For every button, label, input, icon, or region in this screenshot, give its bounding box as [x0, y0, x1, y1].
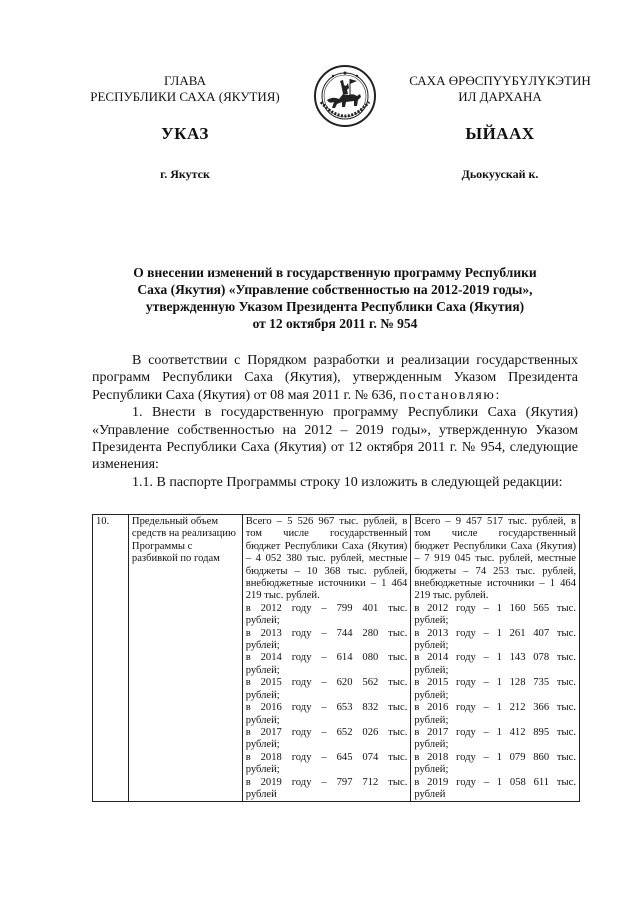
old-summary: Всего – 5 526 967 тыс. рублей, в том числе государственный бюджет Республики Саха (Якутия) – 4 052 380 тыс. рублей, местные бюджеты – 10 368 тыс. рублей, внебюджетные источники – 1 464 219 тыс. рублей. — [245, 516, 408, 602]
header-left-line1: ГЛАВА — [164, 73, 206, 88]
new-year-unit: рублей; — [414, 689, 449, 701]
old-year-unit: рублей; — [245, 640, 280, 652]
new-year-unit: рублей — [414, 788, 446, 800]
doc-type-right: ЫЙААХ — [465, 124, 535, 143]
new-year-unit: рублей; — [414, 739, 449, 751]
new-year-unit: рублей; — [414, 764, 449, 776]
new-text-cell — [411, 515, 580, 802]
row-label: Предельный объем средств на реализацию Программы с разбивкой по годам — [128, 515, 242, 802]
old-year-line: в 2018 году – 645 074 тыс. — [245, 751, 408, 763]
decree-title-line3: утвержденную Указом Президента Республики Саха (Якутия) — [145, 299, 525, 314]
old-year-line: в 2017 году – 652 026 тыс. — [245, 726, 408, 738]
new-year-line: в 2017 году – 1 412 895 тыс. — [414, 726, 576, 738]
old-year-line: в 2015 году – 620 562 тыс. — [245, 677, 408, 689]
city-right: Дьокуускай к. — [461, 167, 539, 181]
header-left-line2: РЕСПУБЛИКИ САХА (ЯКУТИЯ) — [90, 89, 280, 104]
new-year-unit: рублей; — [414, 664, 449, 676]
old-year-line: в 2012 году – 799 401 тыс. — [245, 602, 408, 614]
doc-type-left: УКАЗ — [161, 124, 209, 143]
header-right-line2: ИЛ ДАРХАНА — [458, 89, 542, 104]
old-year-line: в 2013 году – 744 280 тыс. — [245, 627, 408, 639]
old-year-line: в 2019 году – 797 712 тыс. — [245, 776, 408, 788]
decree-title-line1: О внесении изменений в государственную программу Республики — [133, 265, 537, 280]
city-left: г. Якутск — [160, 167, 210, 181]
new-year-unit: рублей; — [414, 640, 449, 652]
new-year-line: в 2014 году – 1 143 078 тыс. — [414, 652, 576, 664]
header-right — [385, 73, 615, 105]
new-year-line: в 2015 году – 1 128 735 тыс. — [414, 677, 576, 689]
new-year-line: в 2012 году – 1 160 565 тыс. — [414, 602, 576, 614]
new-year-line: в 2016 году – 1 212 366 тыс. — [414, 702, 576, 714]
old-year-line: в 2016 году – 653 832 тыс. — [245, 702, 408, 714]
old-year-unit: рублей; — [245, 739, 280, 751]
decree-title — [92, 264, 578, 332]
row-number: 10. — [93, 515, 129, 802]
old-year-unit: рублей; — [245, 615, 280, 627]
old-year-unit: рублей; — [245, 664, 280, 676]
decree-title-line2: Саха (Якутия) «Управление собственностью на 2012-2019 годы», — [137, 282, 533, 297]
old-year-line: в 2014 году – 614 080 тыс. — [245, 652, 408, 664]
paragraph-3: 1.1. В паспорте Программы строку 10 изложить в следующей редакции: — [132, 474, 563, 490]
old-year-unit: рублей; — [245, 714, 280, 726]
header-left — [80, 73, 290, 105]
table-row — [93, 515, 580, 802]
new-year-unit: рублей; — [414, 615, 449, 627]
old-year-unit: рублей; — [245, 764, 280, 776]
old-year-unit: рублей; — [245, 689, 280, 701]
coat-of-arms-icon — [313, 64, 377, 128]
new-year-line: в 2018 году – 1 079 860 тыс. — [414, 751, 576, 763]
decree-body — [92, 352, 578, 491]
decree-title-line4: от 12 октября 2011 г. № 954 — [252, 316, 418, 331]
paragraph-2: 1. Внести в государственную программу Республики Саха (Якутия) «Управление собственностью на 2012 – 2019 годы», утвержденную Указом Президента Республики Саха (Якутия) от 12 октября 2011 г. № 954, следующие изменения: — [92, 405, 578, 473]
new-year-line: в 2019 году – 1 058 611 тыс. — [414, 776, 576, 788]
decree-keyword: постановляю: — [399, 387, 501, 403]
new-summary: Всего – 9 457 517 тыс. рублей, в том числе государственный бюджет Республики Саха (Якутия) – 7 919 045 тыс. рублей, местные бюджеты – 74 253 тыс. рублей, внебюджетные источники – 1 464 219 тыс. рублей. — [414, 516, 576, 602]
paragraph-1-text: В соответствии с Порядком разработки и реализации государственных программ Республики Саха (Якутия), утвержденным Указом Президента Республики Саха (Якутия) от 08 мая 2011 г. № 636, — [92, 353, 578, 403]
old-year-unit: рублей — [245, 788, 277, 800]
program-table — [92, 514, 580, 802]
new-year-unit: рублей; — [414, 714, 449, 726]
old-text-cell — [242, 515, 411, 802]
new-year-line: в 2013 году – 1 261 407 тыс. — [414, 627, 576, 639]
header-right-line1: САХА ӨРӨСПҮҮБҮЛҮКЭТИН — [409, 73, 591, 88]
paragraph-1 — [92, 352, 578, 404]
